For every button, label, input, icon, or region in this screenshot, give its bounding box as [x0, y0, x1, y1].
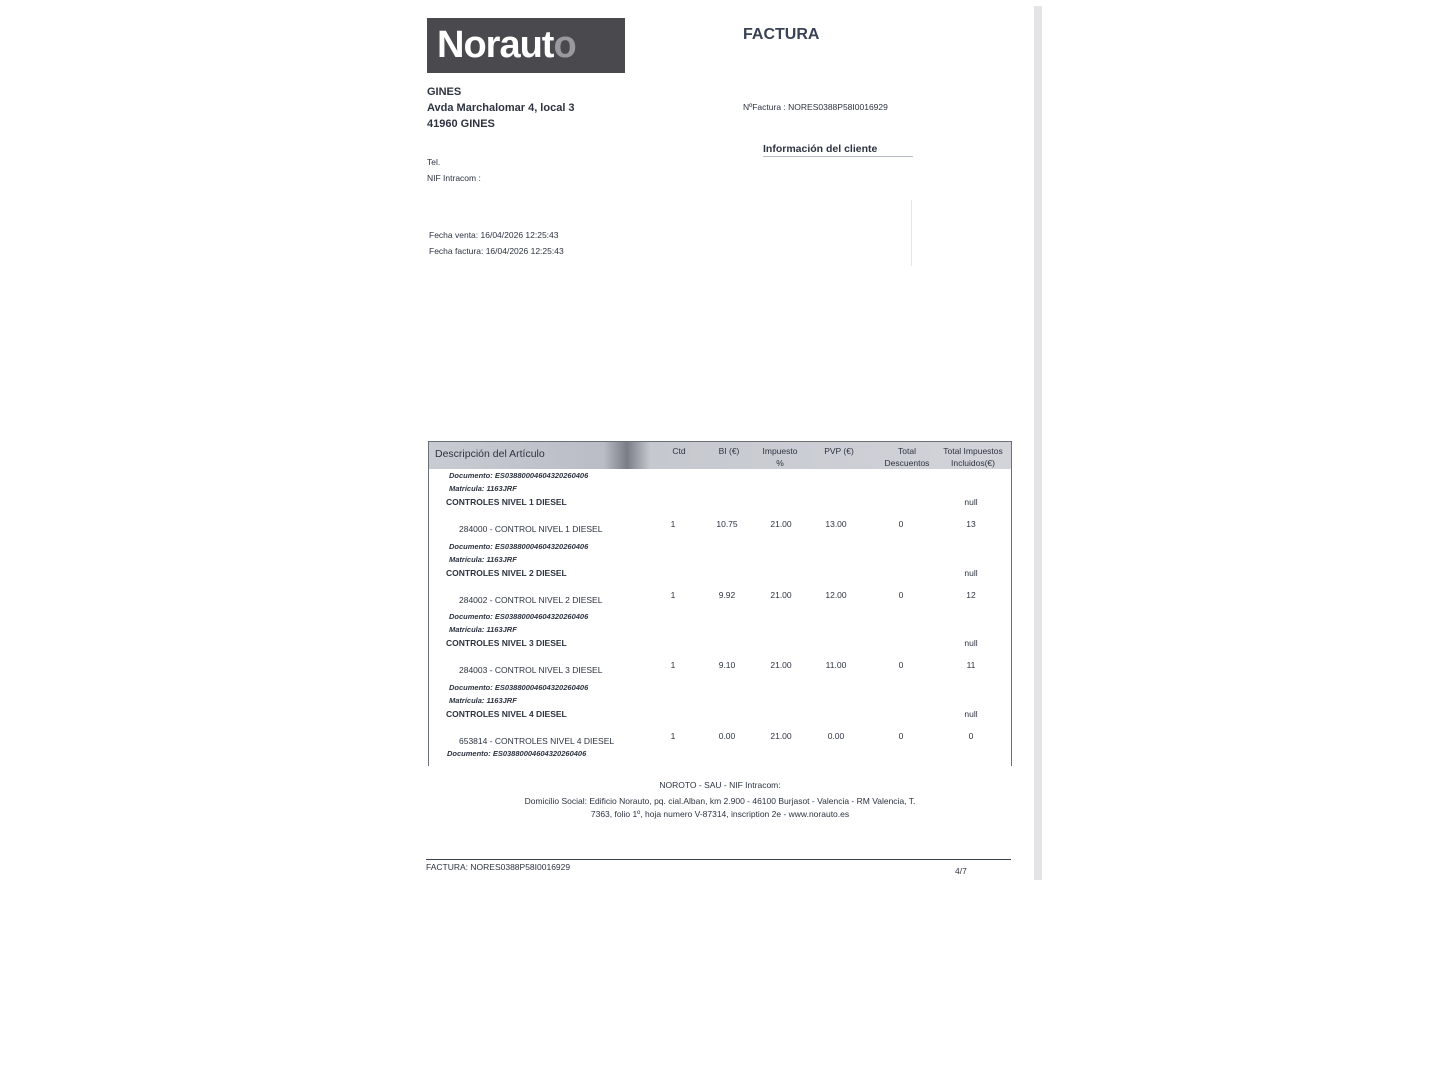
header-bi: BI (€)	[718, 446, 740, 456]
cell-qty: 1	[670, 519, 676, 529]
plate-label: Matrícula: 1163JRF	[449, 554, 517, 564]
cell-disc: 0	[898, 519, 904, 529]
cell-disc: 0	[898, 660, 904, 670]
store-tel: Tel.	[427, 157, 441, 167]
article-line: 284002 - CONTROL NIVEL 2 DIESEL	[459, 594, 603, 605]
cell-qty: 1	[670, 730, 676, 741]
footer-company: NOROTO - SAU - NIF Intracom:	[659, 780, 781, 790]
null-value: null	[964, 497, 978, 507]
cell-bi: 10.75	[716, 519, 738, 529]
cell-pvp: 12.00	[825, 589, 847, 600]
cell-total: 0	[968, 730, 974, 741]
cell-total: 11	[966, 660, 976, 670]
sale-date: Fecha venta: 16/04/2026 12:25:43	[429, 230, 559, 240]
cell-tax: 21.00	[770, 519, 792, 529]
header-tax	[755, 445, 805, 469]
article-line: 653814 - CONTROLES NIVEL 4 DIESEL	[459, 735, 615, 746]
group-title: CONTROLES NIVEL 2 DIESEL	[446, 567, 567, 578]
header-tax-line2: %	[776, 458, 784, 468]
invoice-date: Fecha factura: 16/04/2026 12:25:43	[429, 246, 564, 256]
article-line: 284000 - CONTROL NIVEL 1 DIESEL	[459, 524, 603, 534]
group-title: CONTROLES NIVEL 4 DIESEL	[446, 708, 567, 719]
group-title: CONTROLES NIVEL 3 DIESEL	[446, 638, 567, 648]
document-title: FACTURA	[743, 26, 820, 43]
plate-label: Matrícula: 1163JRF	[449, 484, 517, 493]
document-label: Documento: ES03880004604320260406	[449, 612, 589, 621]
table-header	[429, 442, 1011, 469]
store-street: Avda Marchalomar 4, local 3	[427, 102, 575, 114]
store-nif: NIF Intracom :	[427, 173, 481, 183]
header-discounts-line2: Descuentos	[884, 458, 930, 468]
header-total	[935, 445, 1011, 469]
cell-pvp: 13.00	[825, 519, 847, 529]
cell-tax: 21.00	[770, 660, 792, 670]
plate-label: Matrícula: 1163JRF	[449, 625, 517, 634]
logo-letter-o: o	[553, 24, 576, 66]
logo-text: Noraut	[437, 24, 554, 66]
document-label: Documento: ES03880004604320260406	[449, 471, 589, 480]
cell-tax: 21.00	[770, 589, 792, 600]
cell-tax: 21.00	[770, 730, 792, 741]
header-total-line1: Total Impuestos	[943, 446, 1003, 456]
plate-label: Matrícula: 1163JRF	[449, 695, 517, 705]
article-line: 284003 - CONTROL NIVEL 3 DIESEL	[459, 665, 603, 675]
cell-total: 13	[966, 519, 976, 529]
client-box-line	[911, 200, 912, 266]
footer-divider	[426, 859, 1011, 860]
null-value: null	[964, 708, 978, 719]
header-description: Descripción del Artículo	[435, 448, 545, 460]
cell-pvp: 0.00	[827, 730, 845, 741]
document-label: Documento: ES03880004604320260406	[447, 749, 587, 758]
header-tax-line1: Impuesto	[762, 446, 798, 456]
null-value: null	[964, 567, 978, 578]
cell-bi: 9.10	[718, 660, 736, 670]
footer-address-2: 7363, folio 1º, hoja numero V-87314, inscription 2e - www.norauto.es	[590, 809, 850, 819]
null-value: null	[964, 638, 978, 648]
header-total-line2: Incluidos(€)	[951, 458, 995, 468]
store-name: GINES	[427, 86, 462, 98]
cell-qty: 1	[670, 589, 676, 600]
footer-invoice-ref: FACTURA: NORES0388P58I0016929	[426, 862, 571, 872]
norauto-logo	[427, 18, 625, 73]
cell-total: 12	[966, 589, 976, 600]
cell-bi: 0.00	[718, 730, 736, 741]
header-pvp: PVP (€)	[824, 446, 854, 456]
page-edge-shadow	[1034, 6, 1042, 880]
group-title: CONTROLES NIVEL 1 DIESEL	[446, 497, 567, 507]
document-label: Documento: ES03880004604320260406	[449, 541, 589, 551]
cell-pvp: 11.00	[825, 660, 847, 670]
cell-qty: 1	[670, 660, 676, 670]
invoice-number: NºFactura : NORES0388P58I0016929	[743, 102, 888, 112]
page-number: 4/7	[955, 866, 967, 876]
cell-disc: 0	[898, 730, 904, 741]
cell-bi: 9.92	[718, 589, 736, 600]
document-label: Documento: ES03880004604320260406	[449, 682, 589, 692]
header-discounts	[877, 445, 937, 469]
footer-address-1: Domicilio Social: Edificio Norauto, pq. cial.Alban, km 2.900 - 46100 Burjasot - Valencia - RM Valencia, T.	[524, 796, 916, 806]
client-info-label: Información del cliente	[763, 143, 913, 157]
header-qty: Ctd	[672, 446, 686, 456]
header-discounts-line1: Total	[898, 446, 916, 456]
cell-disc: 0	[898, 589, 904, 600]
store-city: 41960 GINES	[427, 118, 495, 130]
